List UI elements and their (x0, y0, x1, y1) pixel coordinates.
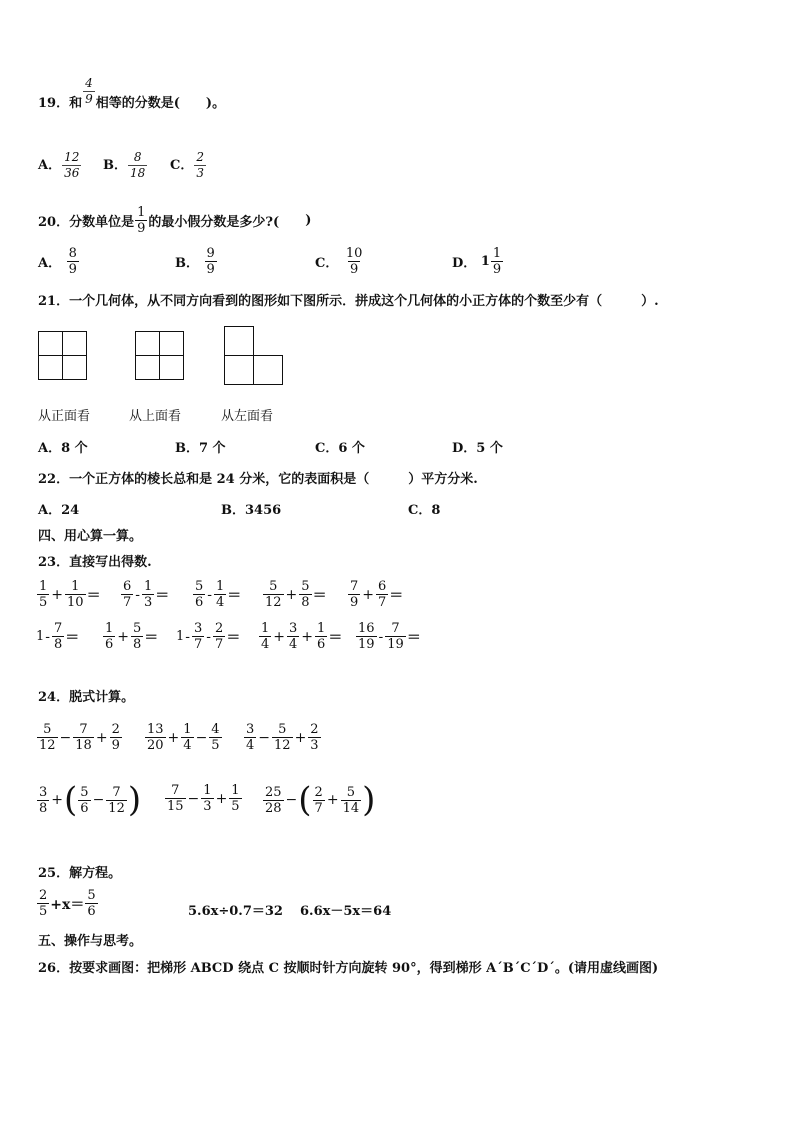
q21-option-d[interactable]: D．5 个 (452, 441, 503, 456)
question-19: 19．和 $\frac{4}{9}$ 相等的分数是( )。 (38, 76, 226, 111)
question-20: 20． 分数单位是 $\frac{1}{9}$ 的最小假分数是多少?( ) (38, 205, 312, 236)
view-label-front: 从正面看 (38, 409, 91, 424)
q19-prefix: 和 (69, 96, 83, 111)
q24-expression: $\frac{13}{20}$ + $\frac{1}{4}$ − $\frac{4}{5}$ (147, 722, 220, 753)
q22-option-a[interactable]: A．24 (38, 503, 80, 518)
question-21: 21．一个几何体，从不同方向看到的图形如下图所示．拼成这个几何体的小正方体的个数至少有（ ）. (38, 294, 659, 309)
q19-option-a-fraction: $\frac{12}{36}$ (64, 150, 80, 180)
q20-option-c[interactable]: C． $\frac{10}{9}$ (315, 246, 363, 277)
q19-option-c[interactable]: C． $\frac{2}{3}$ (170, 150, 204, 180)
q23-item: $\frac{1}{4}$ + $\frac{3}{4}$ + $\frac{1}{6}$ ＝ (261, 621, 343, 652)
section-5-heading: 五、操作与思考。 (38, 934, 143, 949)
q23-item: 1 - $\frac{7}{8}$ ＝ (36, 621, 80, 652)
q25-equation-1: $\frac{2}{5}$ +x＝ $\frac{5}{6}$ (39, 888, 96, 919)
q23-item: $\frac{1}{5}$ + $\frac{1}{10}$ ＝ (39, 579, 101, 610)
q23-item: $\frac{16}{19}$ - $\frac{7}{19}$ ＝ (358, 621, 421, 652)
q20-fraction: $\frac{1}{9}$ (137, 205, 146, 236)
q24-expression: $\frac{25}{28}$ − ( $\frac{2}{7}$ + $\frac{5}{14}$ ) (265, 780, 376, 820)
question-24: 24．脱式计算。 (38, 690, 135, 705)
question-26: 26．按要求画图：把梯形 ABCD 绕点 C 按顺时针方向旋转 90°，得到梯形 A´B´C´D´。(请用虚线画图) (38, 961, 659, 976)
q24-expression: $\frac{3}{4}$ − $\frac{5}{12}$ + $\frac{2}{3}$ (246, 722, 319, 753)
q20-option-d[interactable]: D． 1 $\frac{1}{9}$ (452, 246, 502, 277)
q21-option-a[interactable]: A．8 个 (38, 441, 88, 456)
q19-option-b[interactable]: B． $\frac{8}{18}$ (103, 150, 146, 180)
q23-item: $\frac{1}{6}$ + $\frac{5}{8}$ ＝ (105, 621, 159, 652)
q25-equation-2: 5.6x÷0.7＝32 (188, 904, 283, 919)
q19-option-b-fraction: $\frac{8}{18}$ (130, 150, 146, 180)
question-25: 25．解方程。 (38, 866, 122, 881)
view-label-left: 从左面看 (221, 409, 274, 424)
q24-expression: $\frac{3}{8}$ + ( $\frac{5}{6}$ − $\frac{7}{12}$ ) (39, 780, 142, 820)
q23-item: 1 - $\frac{3}{7}$ - $\frac{2}{7}$ ＝ (176, 621, 241, 652)
q23-item: $\frac{7}{9}$ + $\frac{6}{7}$ ＝ (350, 579, 404, 610)
q21-option-b[interactable]: B．7 个 (175, 441, 226, 456)
q23-item: $\frac{6}{7}$ - $\frac{1}{3}$ ＝ (123, 579, 170, 610)
q24-expression: $\frac{7}{15}$ − $\frac{1}{3}$ + $\frac{1}{5}$ (167, 783, 240, 814)
question-23: 23．直接写出得数. (38, 555, 152, 570)
q19-fraction: $\frac{4}{9}$ (85, 76, 93, 106)
q25-equation-3: 6.6x－5x＝64 (300, 904, 392, 919)
q21-option-c[interactable]: C．6 个 (315, 441, 365, 456)
question-22: 22．一个正方体的棱长总和是 24 分米，它的表面积是（ ）平方分米. (38, 472, 478, 487)
view-label-top: 从上面看 (129, 409, 182, 424)
q22-option-b[interactable]: B．3456 (221, 503, 282, 518)
q20-option-a[interactable]: A． $\frac{8}{9}$ (38, 246, 77, 277)
q19-option-c-fraction: $\frac{2}{3}$ (196, 150, 204, 180)
q23-item: $\frac{5}{6}$ - $\frac{1}{4}$ ＝ (195, 579, 242, 610)
q19-option-a[interactable]: A． $\frac{12}{36}$ (38, 150, 80, 180)
q22-option-c[interactable]: C．8 (408, 503, 441, 518)
q23-item: $\frac{5}{12}$ + $\frac{5}{8}$ ＝ (265, 579, 327, 610)
q24-expression: $\frac{5}{12}$ − $\frac{7}{18}$ + $\frac{2}{9}$ (39, 722, 120, 753)
section-4-heading: 四、用心算一算。 (38, 529, 143, 544)
q20-option-b[interactable]: B． $\frac{9}{9}$ (175, 246, 215, 277)
